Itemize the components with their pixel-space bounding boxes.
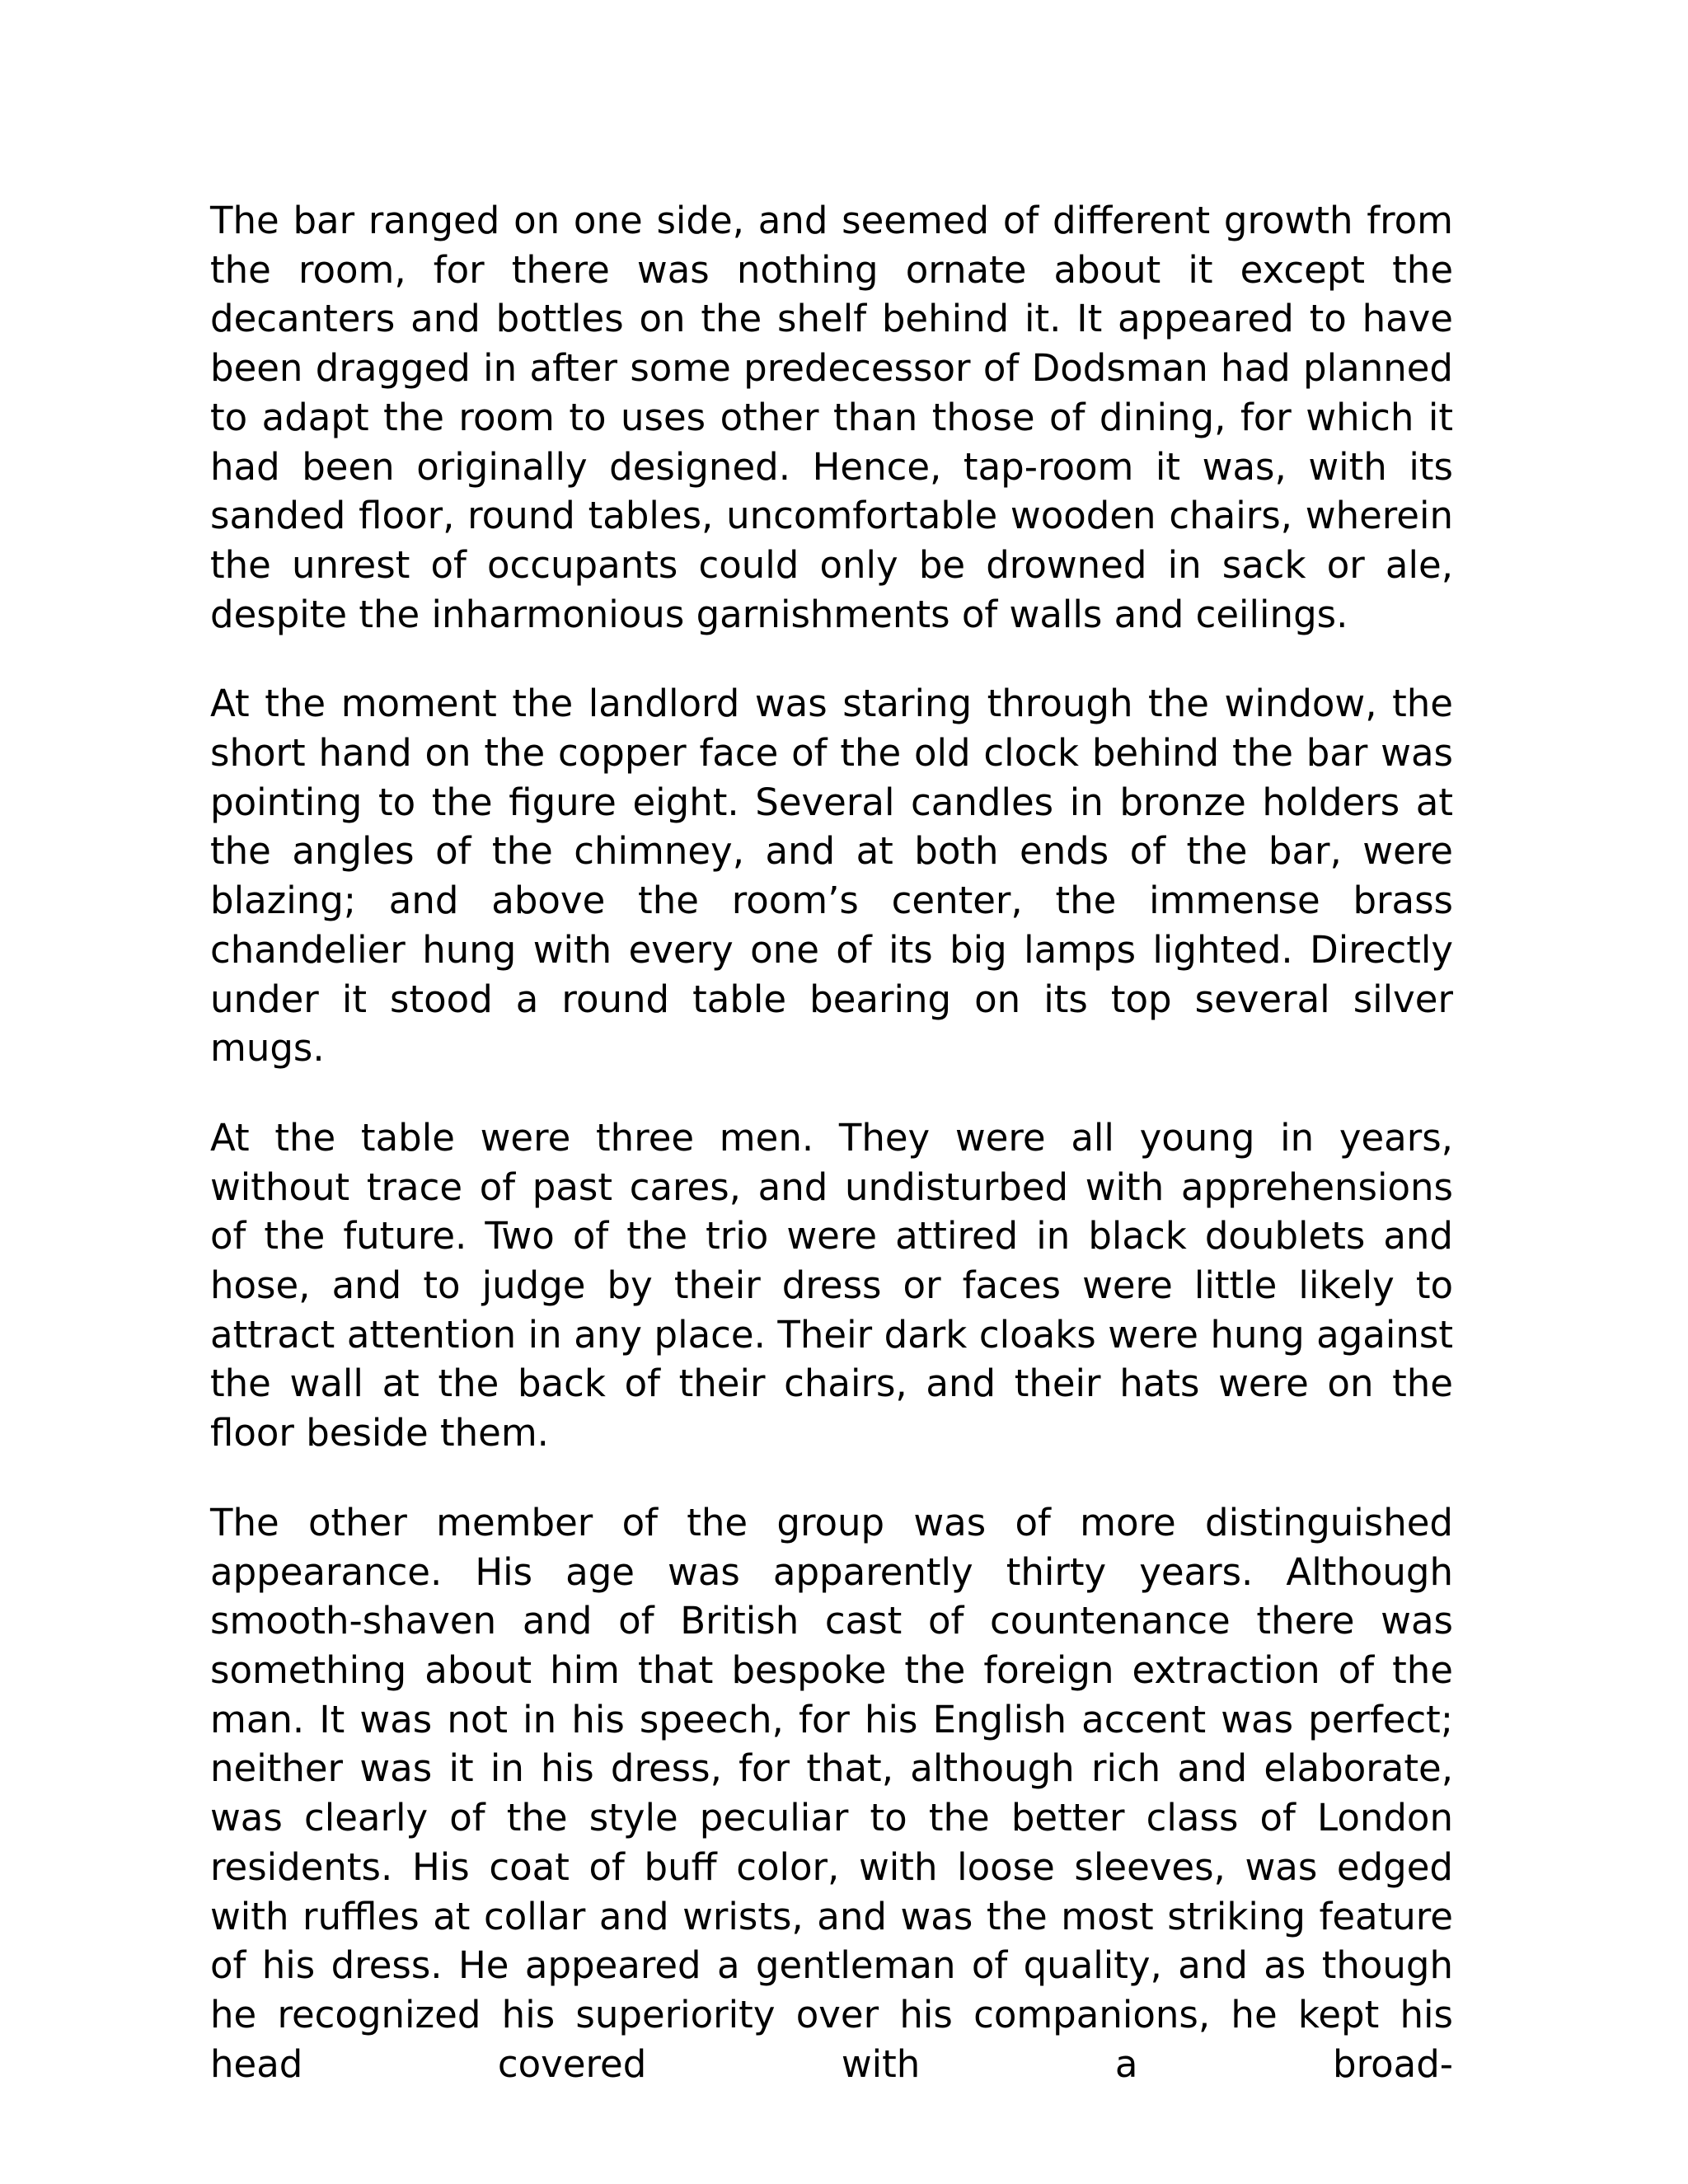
paragraph-1: The bar ranged on one side, and seemed of different growth from the room, for there was nothing ornate about it except the decanters and bottles on the shelf behind it. It appeared to have been dragged in after some predecessor of Dodsman had planned to adapt the room to uses other than those of dining, for which it had been originally designed. Hence, tap-room it was, with its sanded floor, round tables, uncomfortable wooden chairs, wherein the unrest of occupants could only be drowned in sack or ale, despite the inharmonious garnishments of walls and ceilings. [210,199,1453,636]
paragraph-4: The other member of the group was of more distinguished appearance. His age was apparently thirty years. Although smooth-shaven and of British cast of countenance there was something about him that bespoke the foreign extraction of the man. It was not in his speech, for his English accent was perfect; neither was it in his dress, for that, although rich and elaborate, was clearly of the style peculiar to the better class of London residents. His coat of buff color, with loose sleeves, was edged with ruffles at collar and wrists, and was the most striking feature of his dress. He appeared a gentleman of quality, and as though he recognized his superiority over his companions, he kept his head covered with a broad- [210,1500,1453,2086]
body-text [210,196,1453,2088]
paragraph-3: At the table were three men. They were all young in years, without trace of past cares, and undisturbed with apprehensions of the future. Two of the trio were attired in black doublets and hose, and to judge by their dress or faces were little likely to attract attention in any place. Their dark cloaks were hung against the wall at the back of their chairs, and their hats were on the floor beside them. [210,1115,1453,1455]
paragraph-2: At the moment the landlord was staring through the window, the short hand on the copper face of the old clock behind the bar was pointing to the figure eight. Several candles in bronze holders at the angles of the chimney, and at both ends of the bar, were blazing; and above the room’s center, the immense brass chandelier hung with every one of its big lamps lighted. Directly under it stood a round table bearing on its top several silver mugs. [210,682,1453,1071]
